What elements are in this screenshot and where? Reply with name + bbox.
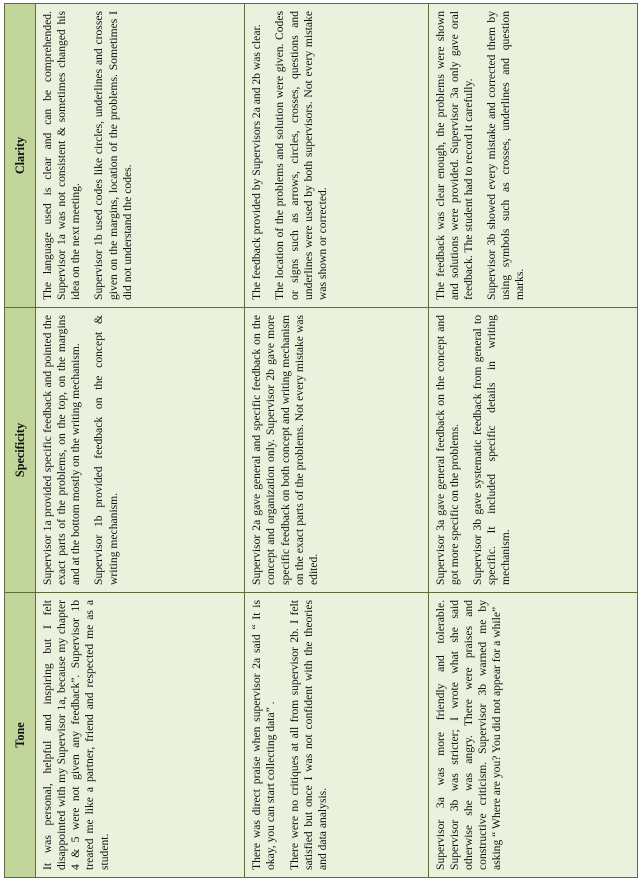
cell-paragraph: The language used is clear and can be comprehended. Supervisor 1a was not consistent & sometimes changed his idea on the next meeting. bbox=[41, 11, 83, 300]
cell-paragraph: There was direct praise when supervisor 2a said “ It is okay, you can start collecting data” . bbox=[250, 600, 278, 870]
cell-paragraph: The feedback was clear enough, the problems were shown and solutions were provided. Supervisor 3a only gave oral feedback. The student had to record it carefully. bbox=[433, 11, 475, 300]
specificity-cell bbox=[36, 308, 245, 593]
cell-paragraph: The location of the problems and solution were given. Codes or signs such as arrows, circles, crosses, questions and underlines were used by both supervisors. Not every mistake was shown or corrected. bbox=[273, 11, 329, 300]
table-row bbox=[36, 4, 245, 878]
header-clarity: Clarity bbox=[5, 4, 36, 308]
tone-cell bbox=[36, 593, 245, 878]
cell-paragraph: The feedback provided by Supervisors 2a and 2b was clear. bbox=[250, 24, 264, 300]
feedback-comparison-table bbox=[4, 3, 638, 878]
cell-paragraph: Supervisor 3a gave general feedback on the concept and got more specific on the problems. bbox=[433, 315, 461, 585]
table-row bbox=[428, 4, 637, 878]
cell-paragraph: Supervisor 1a provided specific feedback and pointed the exact parts of the problems, on the top, on the margins and at the bottom mostly on the writing mechanism. bbox=[41, 315, 83, 585]
cell-paragraph: Supervisor 2a gave general and specific feedback on the concept and organization only. Supervisor 2b gave more specific feedback on both concept and writing mechanism on the exact parts of the problems. Not every mistake was edited. bbox=[250, 315, 320, 585]
specificity-cell bbox=[428, 308, 637, 593]
clarity-cell bbox=[428, 4, 637, 308]
header-specificity: Specificity bbox=[5, 308, 36, 593]
clarity-cell bbox=[36, 4, 245, 308]
tone-cell bbox=[245, 593, 428, 878]
cell-paragraph: Supervisor 1b provided feedback on the concept & writing mechanism. bbox=[92, 315, 120, 585]
header-tone: Tone bbox=[5, 593, 36, 878]
cell-paragraph: There were no critiques at all from supervisor 2b. I felt satisfied but once I was not confident with the theories and data analysis. bbox=[287, 600, 329, 870]
tone-cell bbox=[428, 593, 637, 878]
specificity-cell bbox=[245, 308, 428, 593]
header-row bbox=[5, 4, 36, 878]
cell-paragraph: Supervisor 3a was more friendly and tolerable. Supervisor 3b was stricter; I wrote what she said otherwise she was angry. There were praises and constructive criticism. Supervisor 3b warned me by asking “ Where are you? You did not appear for a while” bbox=[433, 600, 504, 870]
cell-paragraph: Supervisor 3b showed every mistake and corrected them by using symbols such as crosses, underlines and question marks. bbox=[485, 11, 527, 300]
clarity-cell bbox=[245, 4, 428, 308]
table-row bbox=[245, 4, 428, 878]
cell-paragraph: Supervisor 1b used codes like circles, underlines and crosses given on the margins, location of the problems. Sometimes I did not understand the codes. bbox=[92, 11, 134, 300]
cell-paragraph: Supervisor 3b gave systematic feedback from general to specific. It included specific details in writing mechanism. bbox=[470, 315, 513, 585]
cell-paragraph: It was personal, helpful and inspiring but I felt disappointed with my Supervisor 1a, because my chapter 4 & 5 were not given any feedback”. Supervisor 1b treated me like a partner, friend and respected me as a student. bbox=[41, 600, 111, 870]
